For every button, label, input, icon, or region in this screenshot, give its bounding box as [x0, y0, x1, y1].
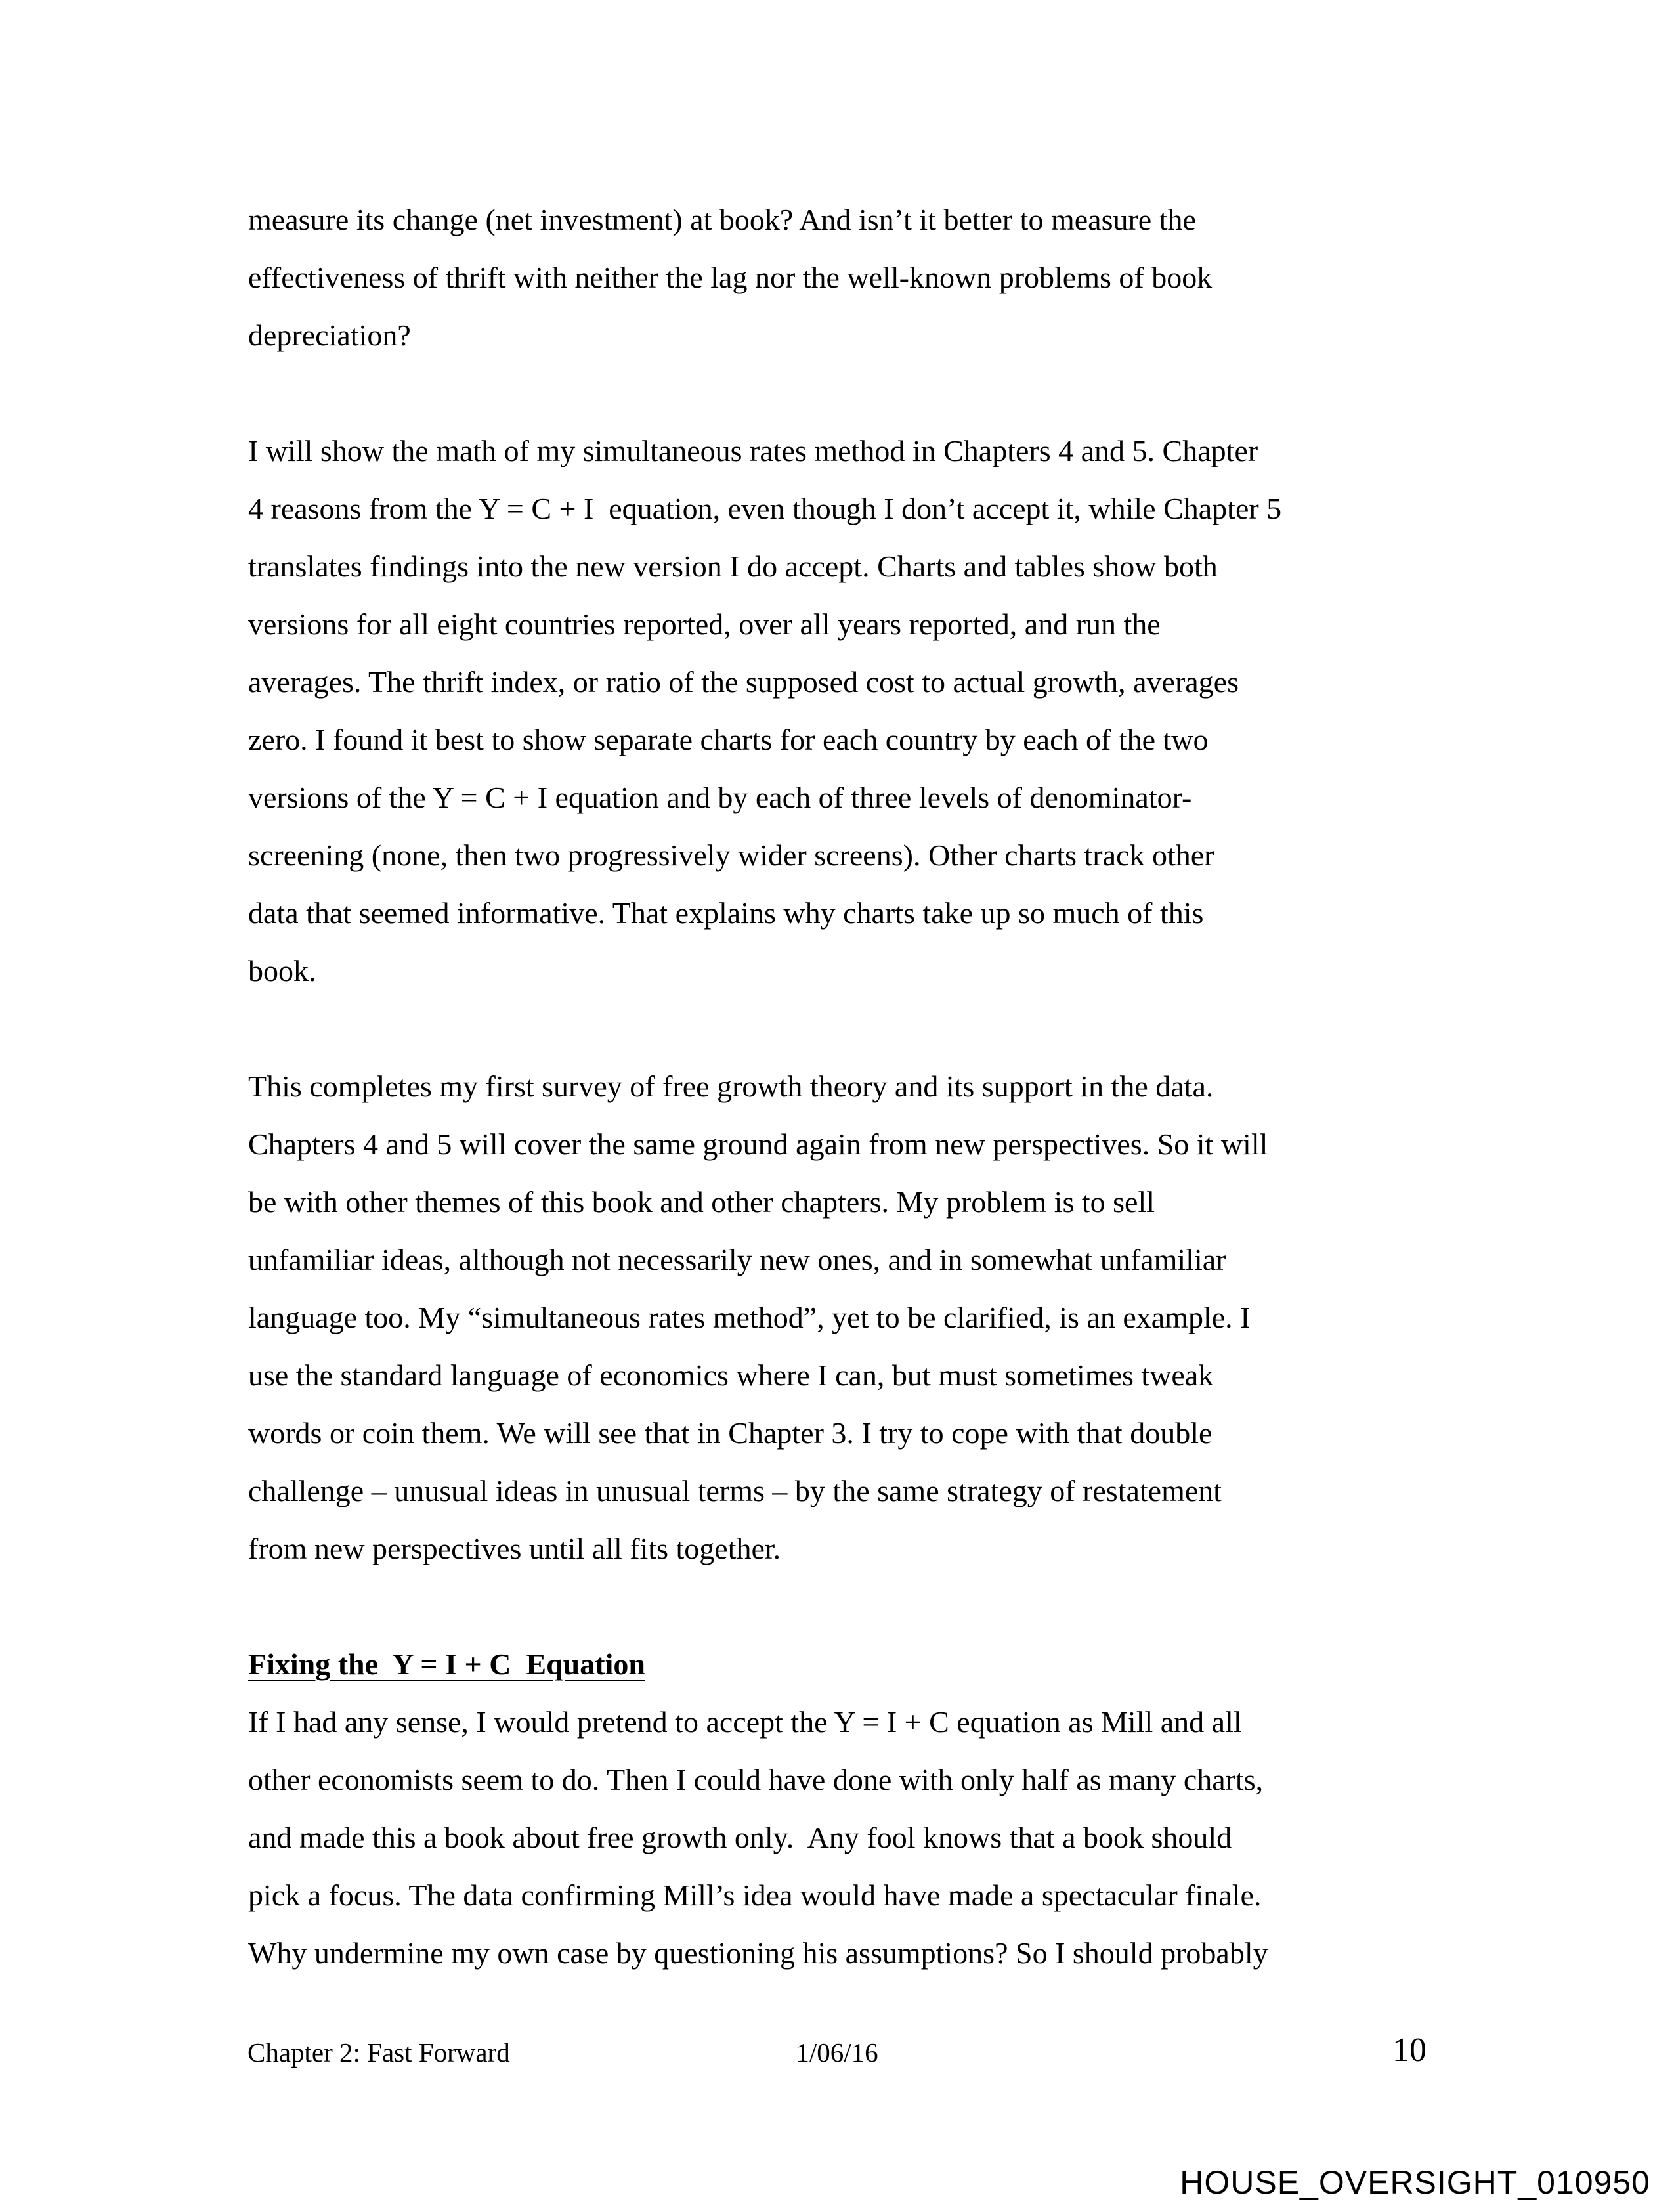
footer-chapter-title: Chapter 2: Fast Forward — [247, 2037, 510, 2068]
paragraph — [248, 1058, 1436, 1578]
paragraph — [248, 191, 1436, 364]
paragraph — [248, 422, 1436, 1000]
text-line: data that seemed informative. That explains why charts take up so much of this — [248, 896, 1204, 930]
text-line: effectiveness of thrift with neither the lag nor the well-known problems of book — [248, 261, 1213, 294]
text-line: use the standard language of economics where I can, but must sometimes tweak — [248, 1358, 1214, 1392]
text-line: be with other themes of this book and other chapters. My problem is to sell — [248, 1185, 1155, 1219]
section-heading: Fixing the Y = I + C Equation — [248, 1647, 645, 1681]
text-line: pick a focus. The data confirming Mill’s idea would have made a spectacular finale. — [248, 1878, 1262, 1912]
text-line: language too. My “simultaneous rates method”, yet to be clarified, is an example. I — [248, 1301, 1251, 1334]
text-line: averages. The thrift index, or ratio of the supposed cost to actual growth, averages — [248, 665, 1239, 699]
text-line: 4 reasons from the Y = C + I equation, even though I don’t accept it, while Chapter 5 — [248, 492, 1282, 525]
text-line: from new perspectives until all fits together. — [248, 1532, 781, 1565]
text-line: and made this a book about free growth only. Any fool knows that a book should — [248, 1821, 1232, 1854]
text-line: versions for all eight countries reported, over all years reported, and run the — [248, 607, 1161, 641]
text-line: depreciation? — [248, 318, 411, 352]
text-line: If I had any sense, I would pretend to accept the Y = I + C equation as Mill and all — [248, 1705, 1242, 1739]
page-number: 10 — [1392, 2031, 1427, 2069]
text-line: I will show the math of my simultaneous rates method in Chapters 4 and 5. Chapter — [248, 434, 1258, 467]
paragraph — [248, 1693, 1436, 1982]
text-line: Chapters 4 and 5 will cover the same ground again from new perspectives. So it will — [248, 1127, 1268, 1161]
text-line: versions of the Y = C + I equation and by each of three levels of denominator- — [248, 781, 1192, 814]
text-line: challenge – unusual ideas in unusual terms – by the same strategy of restatement — [248, 1474, 1222, 1507]
text-line: This completes my first survey of free growth theory and its support in the data. — [248, 1070, 1214, 1103]
text-line: zero. I found it best to show separate charts for each country by each of the two — [248, 723, 1209, 756]
text-line: screening (none, then two progressively wider screens). Other charts track other — [248, 838, 1214, 872]
body-text — [248, 191, 1436, 2040]
text-line: unfamiliar ideas, although not necessarily new ones, and in somewhat unfamiliar — [248, 1243, 1226, 1276]
text-line: other economists seem to do. Then I could have done with only half as many charts, — [248, 1763, 1264, 1796]
text-line: measure its change (net investment) at book? And isn’t it better to measure the — [248, 203, 1196, 236]
footer-date: 1/06/16 — [796, 2037, 878, 2068]
text-line: Why undermine my own case by questioning his assumptions? So I should probably — [248, 1936, 1268, 1970]
text-line: words or coin them. We will see that in Chapter 3. I try to cope with that double — [248, 1416, 1213, 1450]
text-line: translates findings into the new version I do accept. Charts and tables show both — [248, 550, 1218, 583]
bates-stamp: HOUSE_OVERSIGHT_010950 — [1180, 2164, 1650, 2201]
text-line: book. — [248, 954, 316, 987]
